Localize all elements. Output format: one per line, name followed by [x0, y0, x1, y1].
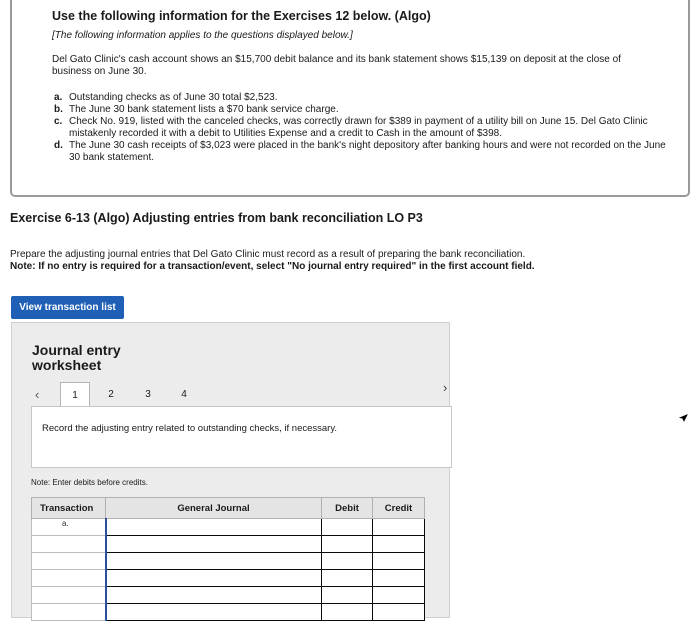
- item-text: The June 30 cash receipts of $3,023 were placed in the bank's night depository after banking hours and were not recorded on the June 30 bank statement.: [69, 140, 666, 163]
- mouse-pointer-icon: [676, 412, 690, 424]
- info-item-d: [54, 140, 674, 164]
- journal-worksheet-panel: [11, 322, 450, 618]
- table-row: [32, 553, 425, 570]
- tab-1[interactable]: 1: [60, 382, 90, 408]
- debit-input[interactable]: [322, 519, 373, 536]
- header-transaction: Transaction: [32, 498, 106, 519]
- exercise-title: Exercise 6-13 (Algo) Adjusting entries from bank reconciliation LO P3: [10, 211, 423, 225]
- transaction-cell: [32, 536, 106, 553]
- account-select[interactable]: [106, 587, 322, 604]
- journal-table-header: [32, 498, 425, 519]
- credit-input[interactable]: [373, 536, 425, 553]
- info-item-b: [54, 104, 674, 116]
- tab-3[interactable]: 3: [145, 389, 151, 400]
- account-select[interactable]: [106, 553, 322, 570]
- info-list: [54, 92, 674, 164]
- table-row: [32, 570, 425, 587]
- info-title: Use the following information for the Exercises 12 below. (Algo): [52, 9, 431, 23]
- info-panel: [10, 0, 690, 197]
- info-paragraph: Del Gato Clinic's cash account shows an $15,700 debit balance and its bank statement shows $15,139 on deposit at the close of business on June 30.: [52, 54, 621, 77]
- account-select[interactable]: [106, 519, 322, 536]
- exercise-note: Note: If no entry is required for a transaction/event, select "No journal entry required" in the first account field.: [10, 261, 535, 272]
- credit-input[interactable]: [373, 519, 425, 536]
- item-text: The June 30 bank statement lists a $70 bank service charge.: [69, 104, 339, 115]
- table-row: [32, 519, 425, 536]
- table-row: [32, 587, 425, 604]
- debit-input[interactable]: [322, 553, 373, 570]
- chevron-left-icon[interactable]: ‹: [35, 387, 40, 402]
- transaction-cell: [32, 587, 106, 604]
- item-letter: b.: [54, 104, 63, 115]
- debit-input[interactable]: [322, 587, 373, 604]
- record-prompt-box: [31, 406, 452, 468]
- tab-4[interactable]: 4: [181, 389, 187, 400]
- item-text: Outstanding checks as of June 30 total $2,523.: [69, 92, 278, 103]
- info-item-a: [54, 92, 674, 104]
- account-select[interactable]: [106, 570, 322, 587]
- item-letter: a.: [54, 92, 63, 103]
- debit-input[interactable]: [322, 536, 373, 553]
- debits-note: Note: Enter debits before credits.: [31, 478, 148, 487]
- transaction-cell: [32, 553, 106, 570]
- exercise-intro: Prepare the adjusting journal entries that Del Gato Clinic must record as a result of preparing the bank reconciliation.: [10, 249, 526, 260]
- transaction-cell: [32, 570, 106, 587]
- transaction-cell: a.: [32, 519, 106, 536]
- journal-table: [31, 497, 425, 621]
- credit-input[interactable]: [373, 570, 425, 587]
- chevron-right-icon[interactable]: ›: [443, 380, 448, 395]
- header-credit: Credit: [373, 498, 425, 519]
- credit-input[interactable]: [373, 553, 425, 570]
- credit-input[interactable]: [373, 587, 425, 604]
- account-select[interactable]: [106, 536, 322, 553]
- info-note: [The following information applies to the questions displayed below.]: [52, 30, 353, 41]
- table-row: [32, 536, 425, 553]
- tab-2[interactable]: 2: [108, 389, 114, 400]
- info-item-c: [54, 116, 674, 140]
- view-transaction-list-button[interactable]: View transaction list: [11, 296, 124, 319]
- item-letter: d.: [54, 140, 63, 151]
- header-general-journal: General Journal: [106, 498, 322, 519]
- worksheet-title: Journal entry worksheet: [32, 342, 121, 373]
- record-prompt: Record the adjusting entry related to outstanding checks, if necessary.: [42, 423, 338, 434]
- item-text: Check No. 919, listed with the canceled checks, was correctly drawn for $389 in payment of a utility bill on June 15. Del Gato Clinic mistakenly recorded it with a debit to Utilities Expense and a credit to Cash in the amount of $398.: [69, 116, 648, 139]
- header-debit: Debit: [322, 498, 373, 519]
- debit-input[interactable]: [322, 570, 373, 587]
- item-letter: c.: [54, 116, 63, 127]
